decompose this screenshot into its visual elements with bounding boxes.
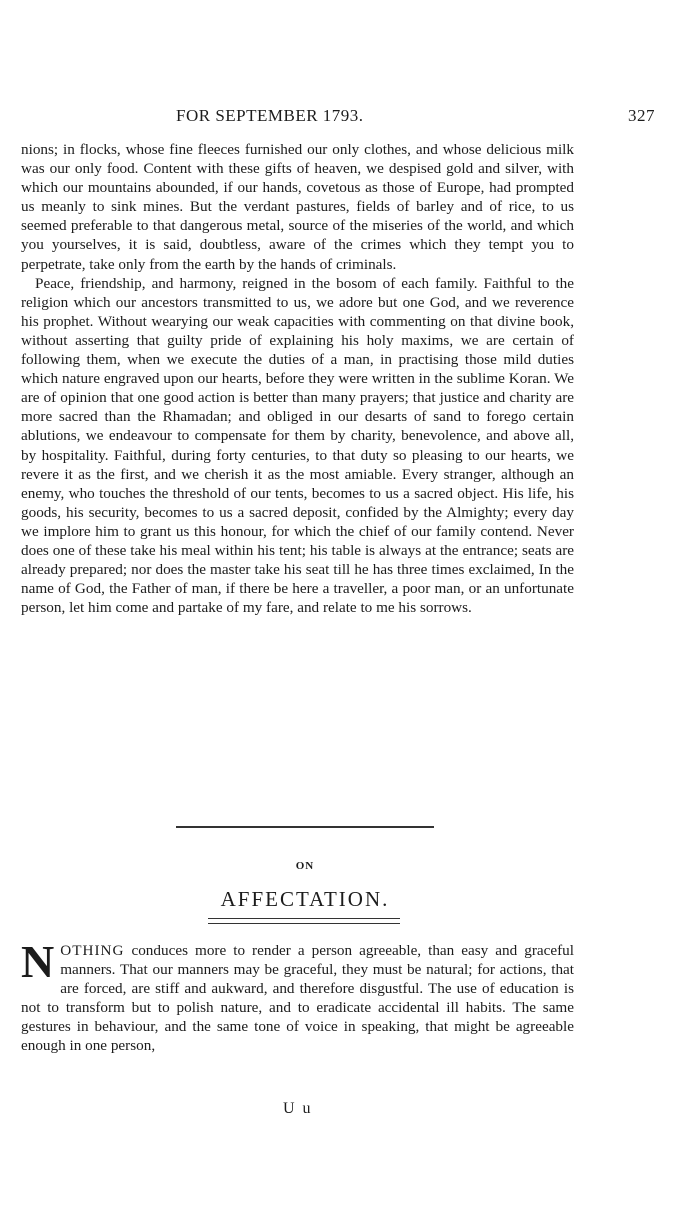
continued-text xyxy=(21,140,574,617)
article-pretitle: ON xyxy=(295,860,315,872)
lead-word: OTHING xyxy=(60,942,125,959)
article-body xyxy=(21,936,574,1056)
paragraph-text: conduces more to render a person agreeable, than easy and graceful manners. That our manners may be graceful, they must be natural; for actions, that are forced, are stiff and aukward, and therefore disgustful. The use of education is not to transform but to polish nature, and to eradicate accidental ill habits. The same gestures in behaviour, and the same tone of voice in speaking, that might be agreeable enough in one person, xyxy=(21,942,574,1055)
page-number: 327 xyxy=(628,106,655,125)
running-header xyxy=(0,106,698,136)
title-double-rule xyxy=(208,918,400,924)
signature-mark: U u xyxy=(283,1100,313,1117)
article-title: AFFECTATION. xyxy=(220,887,390,911)
section-divider xyxy=(176,826,434,828)
paragraph xyxy=(21,936,574,1056)
drop-capital: N xyxy=(21,936,55,987)
running-title: FOR SEPTEMBER 1793. xyxy=(176,106,364,125)
paragraph: Peace, friendship, and harmony, reigned in the bosom of each family. Faithful to the religion which our ancestors transmitted to us, we adore but one God, and we reverence his prophet. Without wearying our weak capacities with commenting on that divine book, without asserting that guilty pride of explaining his holy maxims, we are certain of following them, when we execute the duties of a man, in practising those mild duties which nature engraved upon our hearts, before they were written in the sublime Koran. We are of opinion that one good action is better than many prayers; that justice and charity are more sacred than the Rhamadan; and obliged in our desarts of sand to forego certain ablutions, we endeavour to compensate for them by charity, benevolence, and above all, by hospitality. Faithful, during forty centuries, to that duty so pleasing to our hearts, we revere it as the first, and we cherish it as the most amiable. Every stranger, although an enemy, who touches the threshold of our tents, becomes to us a sacred object. His life, his goods, his security, becomes to us a sacred deposit, confided by the Almighty; every day we implore him to grant us this honour, for which the chief of our family contend. Never does one of these take his meal within his tent; his table is always at the entrance; seats are already prepared; nor does the master take his seat till he has three times exclaimed, In the name of God, the Father of man, if there be here a traveller, a poor man, or an unfortunate person, let him come and partake of my fare, and relate to me his sorrows. xyxy=(21,274,574,617)
paragraph: nions; in flocks, whose fine fleeces furnished our only clothes, and whose delicious milk was our only food. Content with these gifts of heaven, we despised gold and silver, with which our mountains abounded, if our hands, covetous as those of Europe, had prompted us meanly to sink mines. But the verdant pastures, fields of barley and of rice, to us seemed preferable to that dangerous metal, source of the miseries of the world, and which you yourselves, it is said, doubtless, aware of the crimes which they tempt you to perpetrate, take only from the earth by the hands of criminals. xyxy=(21,141,574,273)
